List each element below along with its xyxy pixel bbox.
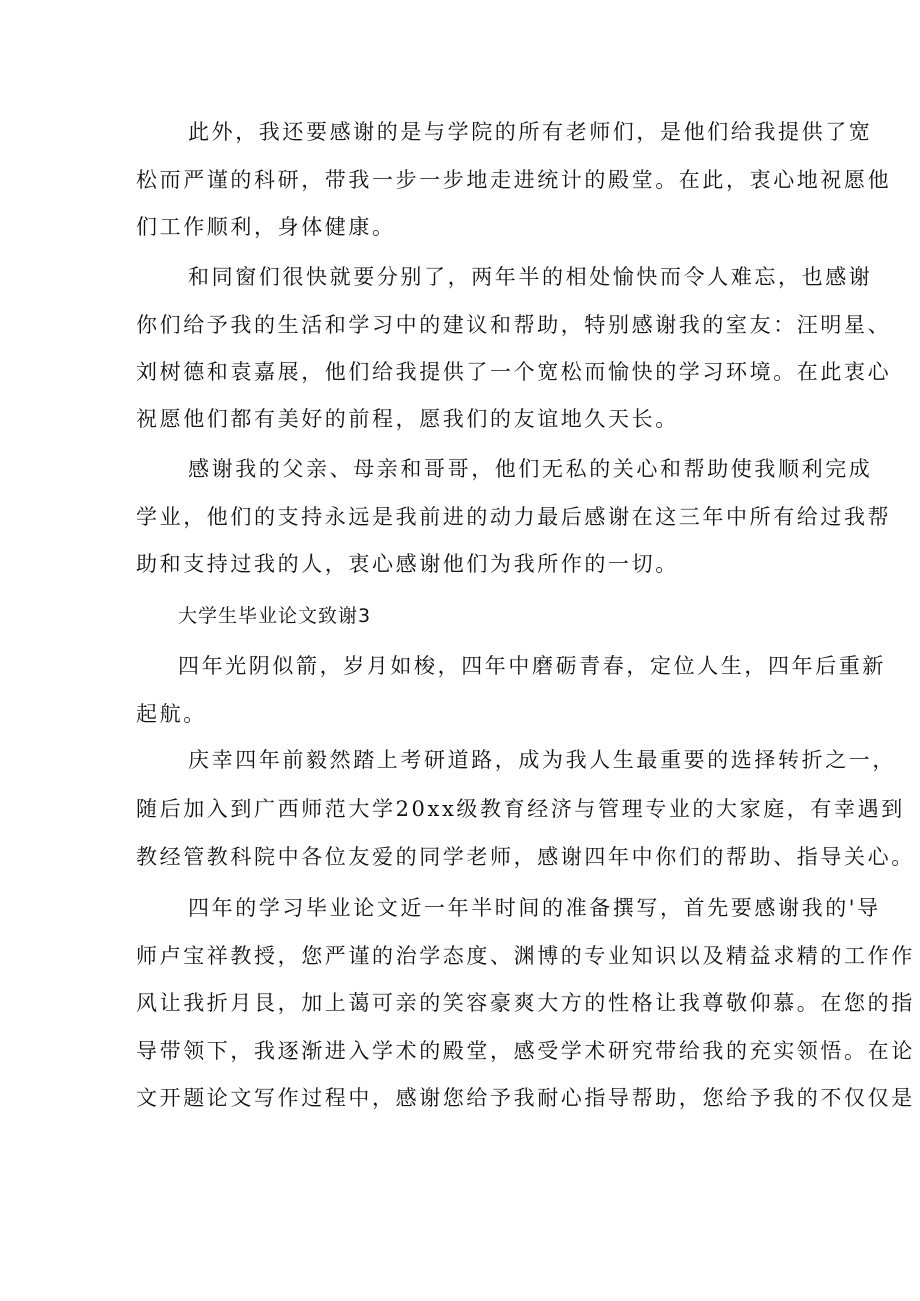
text-line: 助和支持过我的人，衷心感谢他们为我所作的一切。 — [136, 552, 679, 576]
text-line: 你们给予我的生活和学习中的建议和帮助，特别感谢我的室友：汪明星、 — [136, 313, 892, 337]
text-line: 四年的学习毕业论文近一年半时间的准备撰写，首先要感谢我的'导 — [188, 896, 881, 920]
text-line: 们工作顺利，身体健康。 — [136, 215, 396, 239]
text-line: 教经管教科院中各位友爱的同学老师，感谢四年中你们的帮助、指导关心。 — [136, 845, 915, 869]
text-line: 导带领下，我逐渐进入学术的殿堂，感受学术研究带给我的充实领悟。在论 — [136, 1039, 915, 1063]
text-line: 松而严谨的科研，带我一步一步地走进统计的殿堂。在此，衷心地祝愿他 — [136, 168, 892, 192]
text-line: 随后加入到广西师范大学20xx级教育经济与管理专业的大家庭，有幸遇到 — [136, 797, 905, 821]
text-line: 此外，我还要感谢的是与学院的所有老师们，是他们给我提供了宽 — [188, 120, 873, 144]
text-line: 庆幸四年前毅然踏上考研道路，成为我人生最重要的选择转折之一， — [188, 748, 896, 772]
text-line: 感谢我的父亲、母亲和哥哥，他们无私的关心和帮助使我顺利完成 — [188, 457, 873, 481]
text-line: 起航。 — [136, 702, 207, 726]
section-heading: 大学生毕业论文致谢3 — [178, 605, 372, 627]
text-line: 学业，他们的支持永远是我前进的动力最后感谢在这三年中所有给过我帮 — [136, 505, 892, 529]
text-line: 祝愿他们都有美好的前程，愿我们的友谊地久天长。 — [136, 407, 679, 431]
text-line: 刘树德和袁嘉展，他们给我提供了一个宽松而愉快的学习环境。在此衷心 — [136, 360, 892, 384]
text-line: 文开题论文写作过程中，感谢您给予我耐心指导帮助，您给予我的不仅仅是 — [136, 1086, 915, 1110]
text-line: 和同窗们很快就要分别了，两年半的相处愉快而令人难忘，也感谢 — [188, 265, 873, 289]
text-line: 风让我折月艮，加上蔼可亲的笑容豪爽大方的性格让我尊敬仰慕。在您的指 — [136, 991, 915, 1015]
text-line: 师卢宝祥教授，您严谨的治学态度、渊博的专业知识以及精益求精的工作作 — [136, 944, 915, 968]
text-line: 四年光阴似箭，岁月如梭，四年中磨砺青春，定位人生，四年后重新 — [178, 654, 886, 678]
